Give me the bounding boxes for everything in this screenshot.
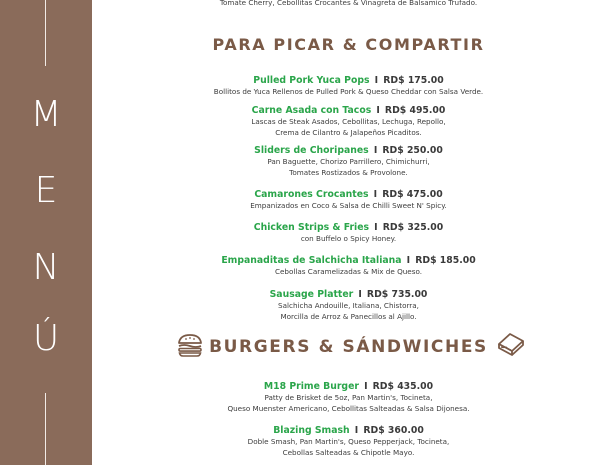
item-description: Cebollas Caramelizadas & Mix de Queso. [274,267,423,276]
item-separator: I [374,222,378,233]
item-separator: I [373,189,378,200]
item-description: Morcilla de Arroz & Panecillos al Ajillo. [280,311,417,321]
item-price: RD$ 495.00 [384,105,446,116]
sidebar-letter-e: E [34,170,58,211]
item-description: Cebollas Salteadas & Chipotle Mayo. [282,447,415,457]
item-separator: I [406,255,411,266]
item-price: RD$ 735.00 [366,289,428,300]
item-price: RD$ 175.00 [383,75,444,86]
menu-content [92,0,605,465]
menu-item [92,248,605,278]
menu-item [92,418,605,458]
sandwich-icon [496,332,526,358]
item-description: Tomates Rostizados & Provolone. [289,167,408,177]
item-description: Doble Smash, Pan Martin's, Queso Pepperjack, Tocineta, [247,437,450,446]
item-description: Empanizados en Coco & Salsa de Chilli Sweet N' Spicy. [250,201,447,210]
item-description: Crema de Cilantro & Jalapeños Picaditos. [275,127,422,137]
item-description: Lascas de Steak Asados, Cebollitas, Lechuga, Repollo, [251,117,446,126]
item-separator: I [376,105,380,116]
item-price: RD$ 325.00 [382,222,444,233]
item-description: Queso Muenster Americano, Cebollitas Salteadas & Salsa Dijonesa. [227,403,470,413]
menu-item [92,215,605,245]
item-description: Pan Baguette, Chorizo Parrillero, Chimichurri, [267,157,430,166]
item-separator: I [373,145,378,156]
item-name: Chicken Strips & Fries [253,222,370,233]
sidebar-letter-n: N [32,247,60,288]
item-price: RD$ 475.00 [382,189,443,200]
cut-off-description: Tomate Cherry, Cebollitas Crocantes & Vinagreta de Balsamico Trufado. [219,0,478,7]
item-price: RD$ 435.00 [372,381,434,392]
menu-item [92,138,605,178]
item-name: Camarones Crocantes [254,189,369,200]
sidebar-letter-u: Ú [32,318,60,359]
sidebar-divider-top [45,0,46,66]
sidebar-divider-bottom [45,393,46,465]
menu-item [92,98,605,138]
item-name: Carne Asada con Tacos [251,105,372,116]
item-description: con Buffelo o Spicy Honey. [300,234,397,243]
menu-item [92,374,605,414]
item-separator: I [364,381,368,392]
item-separator: I [358,289,362,300]
item-description: Patty de Brisket de 5oz, Pan Martin's, Tocineta, [264,393,433,402]
menu-item [92,68,605,98]
item-name: Sausage Platter [269,289,354,300]
item-name: Empanaditas de Salchicha Italiana [221,255,402,266]
item-name: Pulled Pork Yuca Pops [253,75,370,86]
item-price: RD$ 360.00 [363,425,424,436]
item-name: Blazing Smash [273,425,350,436]
item-description: Salchicha Andouille, Italiana, Chistorra, [278,301,419,310]
menu-sidebar [0,0,92,465]
item-price: RD$ 185.00 [415,255,476,266]
item-name: Sliders de Choripanes [254,145,369,156]
section-title-burgers: BURGERS & SÁNDWICHES [209,337,488,357]
item-description: Bollitos de Yuca Rellenos de Pulled Pork & Queso Cheddar con Salsa Verde. [213,87,484,96]
item-price: RD$ 250.00 [382,145,443,156]
menu-item [92,282,605,322]
menu-item [92,182,605,212]
sidebar-letter-m: M [30,94,62,135]
item-separator: I [374,75,379,86]
section-title-para-picar: PARA PICAR & COMPARTIR [212,35,485,54]
item-name: M18 Prime Burger [263,381,359,392]
item-separator: I [354,425,359,436]
